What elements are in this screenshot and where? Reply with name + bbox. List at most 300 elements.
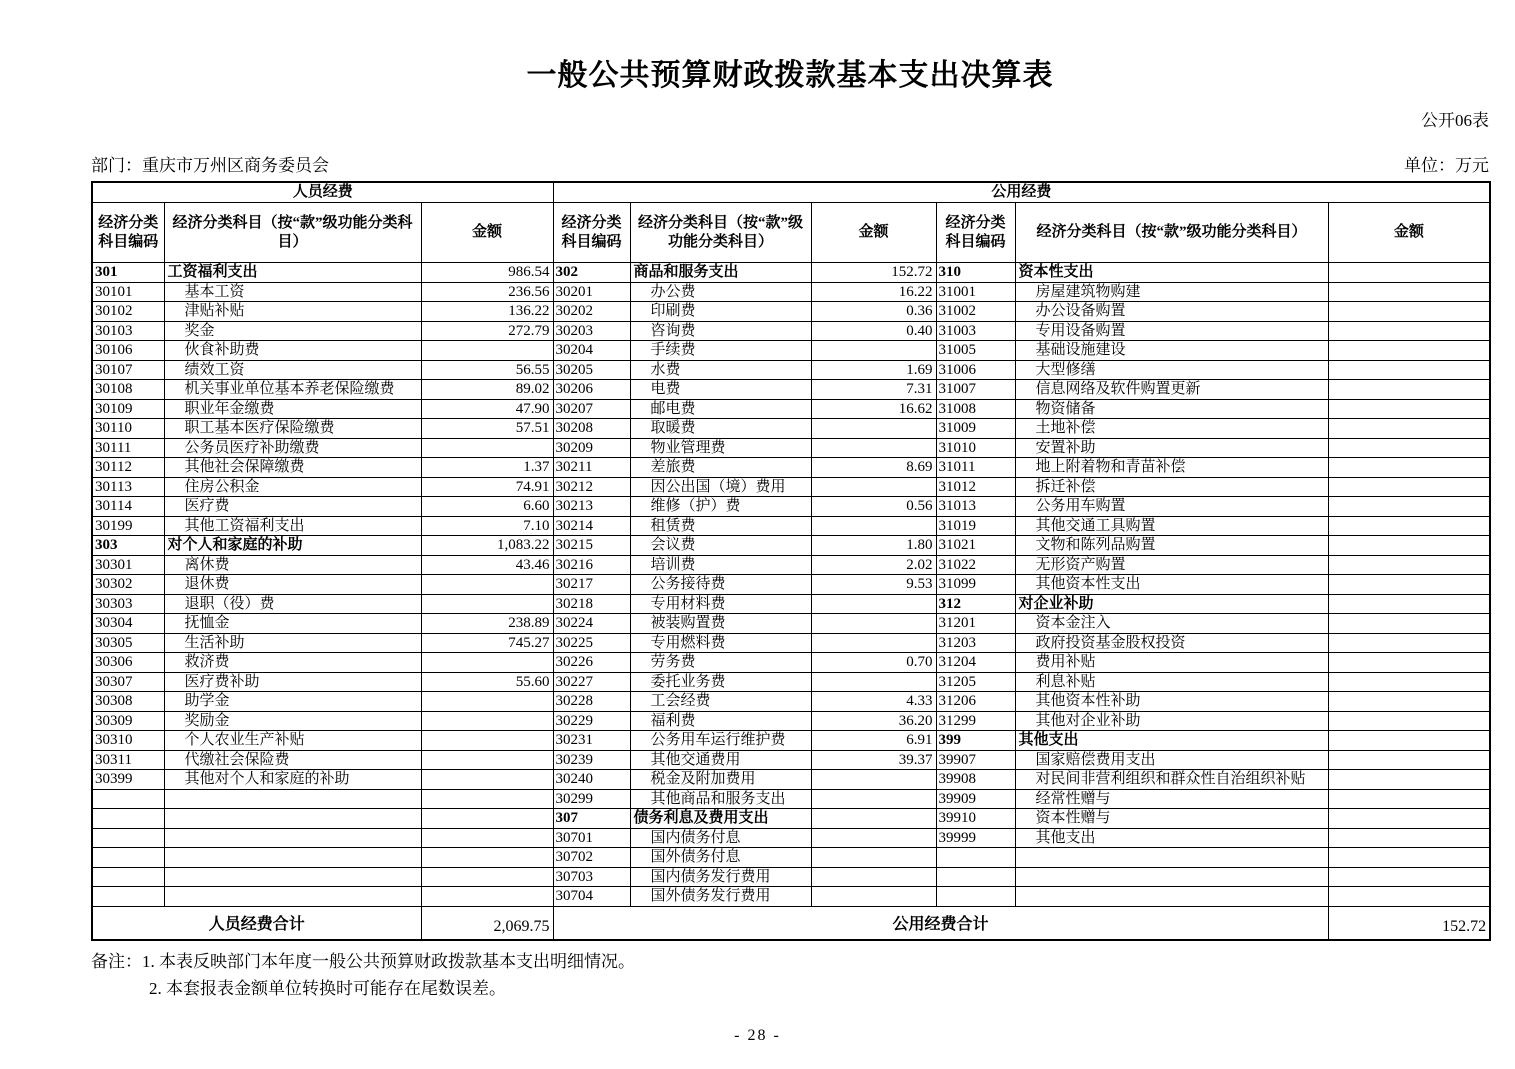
unit-label: 单位：万元 [1404,156,1489,175]
subject-cell: 经常性赠与 [1015,789,1328,809]
table-row [92,887,1490,907]
col-header-subject-3: 经济分类科目（按“款”级功能分类科目） [1015,203,1328,263]
code-cell: 30111 [92,438,164,458]
col-header-amount-3: 金额 [1328,203,1490,263]
code-cell: 31203 [936,633,1015,653]
totals-row [92,906,1490,940]
code-cell: 31013 [936,497,1015,517]
code-cell: 30201 [553,282,630,302]
amount-cell [1328,380,1490,400]
subject-cell: 劳务费 [630,653,811,673]
code-cell: 30102 [92,302,164,322]
group-header-personnel: 人员经费 [92,182,553,203]
subject-cell: 其他资本性支出 [1015,575,1328,595]
subject-cell: 地上附着物和青苗补偿 [1015,458,1328,478]
amount-cell [1328,477,1490,497]
amount-cell [811,809,936,829]
subject-cell: 土地补偿 [1015,419,1328,439]
code-cell: 30231 [553,731,630,751]
code-cell: 30207 [553,399,630,419]
code-cell: 30240 [553,770,630,790]
table-row [92,575,1490,595]
subject-cell: 其他支出 [1015,828,1328,848]
amount-cell [811,594,936,614]
amount-cell [811,633,936,653]
col-header-amount-1: 金额 [421,203,553,263]
department-label: 部门：重庆市万州区商务委员会 [91,156,329,175]
table-row [92,419,1490,439]
code-cell: 30701 [553,828,630,848]
code-cell [92,848,164,868]
code-cell: 31003 [936,321,1015,341]
code-cell: 31019 [936,516,1015,536]
code-cell: 30218 [553,594,630,614]
amount-cell [421,809,553,829]
amount-cell: 136.22 [421,302,553,322]
table-row [92,321,1490,341]
code-cell: 30214 [553,516,630,536]
amount-cell: 4.33 [811,692,936,712]
amount-cell [1328,848,1490,868]
subject-cell [164,887,421,907]
subject-cell: 工会经费 [630,692,811,712]
code-cell: 302 [553,263,630,283]
amount-cell: 0.70 [811,653,936,673]
code-cell: 30204 [553,341,630,361]
amount-cell [811,419,936,439]
subject-cell: 其他对企业补助 [1015,711,1328,731]
subject-cell: 职业年金缴费 [164,399,421,419]
col-header-code-2: 经济分类科目编码 [553,203,630,263]
amount-cell: 74.91 [421,477,553,497]
table-row [92,828,1490,848]
amount-cell [811,438,936,458]
code-cell [936,867,1015,887]
code-cell: 30228 [553,692,630,712]
subject-cell: 国外债务发行费用 [630,887,811,907]
subject-cell [164,867,421,887]
code-cell [92,887,164,907]
subject-cell: 政府投资基金股权投资 [1015,633,1328,653]
code-cell: 30113 [92,477,164,497]
amount-cell [1328,419,1490,439]
amount-cell [1328,711,1490,731]
code-cell [92,828,164,848]
table-header [92,182,1490,263]
col-header-amount-2: 金额 [811,203,936,263]
subject-cell: 办公设备购置 [1015,302,1328,322]
amount-cell [1328,672,1490,692]
code-cell: 307 [553,809,630,829]
subject-cell: 因公出国（境）费用 [630,477,811,497]
amount-cell: 55.60 [421,672,553,692]
page-title: 一般公共预算财政拨款基本支出决算表 [526,59,1054,92]
amount-cell [811,848,936,868]
table-body [92,263,1490,907]
table-row [92,711,1490,731]
subject-cell: 手续费 [630,341,811,361]
subject-cell: 职工基本医疗保险缴费 [164,419,421,439]
amount-cell: 7.31 [811,380,936,400]
amount-cell: 89.02 [421,380,553,400]
code-cell: 30217 [553,575,630,595]
amount-cell [421,653,553,673]
subject-cell: 国内债务发行费用 [630,867,811,887]
subject-cell: 退休费 [164,575,421,595]
code-cell: 31009 [936,419,1015,439]
subject-cell: 对民间非营利组织和群众性自治组织补贴 [1015,770,1328,790]
amount-cell [1328,302,1490,322]
subject-cell: 机关事业单位基本养老保险缴费 [164,380,421,400]
code-cell: 30206 [553,380,630,400]
table-row [92,555,1490,575]
code-cell: 39907 [936,750,1015,770]
amount-cell [811,867,936,887]
table-row [92,516,1490,536]
subject-cell: 拆迁补偿 [1015,477,1328,497]
subject-cell: 税金及附加费用 [630,770,811,790]
subject-cell: 公务用车购置 [1015,497,1328,517]
table-row [92,536,1490,556]
subject-cell: 其他交通工具购置 [1015,516,1328,536]
table-row [92,731,1490,751]
personnel-total-amount: 2,069.75 [421,906,553,940]
code-cell: 39908 [936,770,1015,790]
note-line-1: 备注：1. 本表反映部门本年度一般公共预算财政拨款基本支出明细情况。 [91,952,635,971]
subject-cell [164,848,421,868]
subject-cell: 救济费 [164,653,421,673]
amount-cell [811,789,936,809]
budget-table [91,181,1491,941]
amount-cell [421,867,553,887]
subject-cell: 物资储备 [1015,399,1328,419]
subject-cell: 抚恤金 [164,614,421,634]
code-cell: 30216 [553,555,630,575]
col-header-code-1: 经济分类科目编码 [92,203,164,263]
code-cell: 30199 [92,516,164,536]
subject-cell: 对个人和家庭的补助 [164,536,421,556]
subject-cell: 安置补助 [1015,438,1328,458]
code-cell: 31299 [936,711,1015,731]
subject-cell: 电费 [630,380,811,400]
amount-cell [1328,731,1490,751]
code-cell [92,789,164,809]
subject-cell: 差旅费 [630,458,811,478]
amount-cell [1328,828,1490,848]
subject-cell: 其他商品和服务支出 [630,789,811,809]
table-row [92,809,1490,829]
code-cell: 30311 [92,750,164,770]
subject-cell: 公务员医疗补助缴费 [164,438,421,458]
personnel-total-label: 人员经费合计 [92,906,421,940]
table-row [92,360,1490,380]
amount-cell [1328,614,1490,634]
amount-cell [1328,360,1490,380]
amount-cell: 152.72 [811,263,936,283]
code-cell: 30109 [92,399,164,419]
subject-cell: 会议费 [630,536,811,556]
subject-cell: 医疗费补助 [164,672,421,692]
subject-cell: 专用材料费 [630,594,811,614]
code-cell: 30110 [92,419,164,439]
subject-cell: 退职（役）费 [164,594,421,614]
amount-cell [1328,867,1490,887]
amount-cell: 47.90 [421,399,553,419]
subject-cell: 培训费 [630,555,811,575]
amount-cell: 6.91 [811,731,936,751]
subject-cell: 办公费 [630,282,811,302]
code-cell: 301 [92,263,164,283]
amount-cell [1328,750,1490,770]
amount-cell [421,789,553,809]
subject-cell: 公务接待费 [630,575,811,595]
table-row [92,302,1490,322]
code-cell: 30213 [553,497,630,517]
table-row [92,770,1490,790]
amount-cell: 0.56 [811,497,936,517]
subject-cell: 水费 [630,360,811,380]
code-cell: 31005 [936,341,1015,361]
amount-cell [1328,633,1490,653]
amount-cell [1328,438,1490,458]
amount-cell: 16.22 [811,282,936,302]
code-cell: 303 [92,536,164,556]
amount-cell: 236.56 [421,282,553,302]
table-row [92,750,1490,770]
code-cell: 30209 [553,438,630,458]
code-cell: 30211 [553,458,630,478]
subject-cell: 福利费 [630,711,811,731]
code-cell: 30106 [92,341,164,361]
subject-cell: 租赁费 [630,516,811,536]
code-cell: 30301 [92,555,164,575]
subject-cell: 费用补贴 [1015,653,1328,673]
subject-cell: 商品和服务支出 [630,263,811,283]
subject-cell: 取暖费 [630,419,811,439]
table-row [92,399,1490,419]
subject-cell [164,789,421,809]
amount-cell [1328,555,1490,575]
subject-cell: 国家赔偿费用支出 [1015,750,1328,770]
subject-cell: 被装购置费 [630,614,811,634]
code-cell: 30107 [92,360,164,380]
code-cell: 31002 [936,302,1015,322]
amount-cell [811,516,936,536]
code-cell: 30208 [553,419,630,439]
amount-cell [811,828,936,848]
subject-cell: 资本金注入 [1015,614,1328,634]
code-cell: 30305 [92,633,164,653]
amount-cell: 2.02 [811,555,936,575]
amount-cell [811,477,936,497]
amount-cell [421,887,553,907]
subject-cell: 基础设施建设 [1015,341,1328,361]
table-row [92,633,1490,653]
code-cell: 30304 [92,614,164,634]
code-cell: 30704 [553,887,630,907]
table-row [92,497,1490,517]
code-cell: 31206 [936,692,1015,712]
subject-cell: 生活补助 [164,633,421,653]
amount-cell [421,750,553,770]
amount-cell [1328,399,1490,419]
subject-cell: 工资福利支出 [164,263,421,283]
subject-cell: 专用设备购置 [1015,321,1328,341]
code-cell: 30307 [92,672,164,692]
code-cell: 30229 [553,711,630,731]
amount-cell: 1.69 [811,360,936,380]
subject-cell: 其他社会保障缴费 [164,458,421,478]
amount-cell [421,828,553,848]
amount-cell: 0.36 [811,302,936,322]
code-cell: 31099 [936,575,1015,595]
group-header-public: 公用经费 [553,182,1490,203]
code-cell: 30203 [553,321,630,341]
code-cell: 30227 [553,672,630,692]
col-header-subject-2: 经济分类科目（按“款”级功能分类科目） [630,203,811,263]
amount-cell [1328,282,1490,302]
note-line-2: 2. 本套报表金额单位转换时可能存在尾数误差。 [149,979,506,998]
table-row [92,867,1490,887]
table-row [92,594,1490,614]
subject-cell: 医疗费 [164,497,421,517]
subject-cell: 津贴补贴 [164,302,421,322]
subject-cell: 住房公积金 [164,477,421,497]
subject-cell: 咨询费 [630,321,811,341]
amount-cell: 36.20 [811,711,936,731]
page-number: - 28 - [734,1027,781,1044]
amount-cell [1328,263,1490,283]
subject-cell: 房屋建筑物购建 [1015,282,1328,302]
amount-cell [811,887,936,907]
amount-cell [1328,497,1490,517]
subject-cell: 无形资产购置 [1015,555,1328,575]
code-cell: 399 [936,731,1015,751]
amount-cell: 6.60 [421,497,553,517]
code-cell: 30702 [553,848,630,868]
amount-cell [1328,594,1490,614]
amount-cell [421,692,553,712]
code-cell: 30225 [553,633,630,653]
amount-cell: 57.51 [421,419,553,439]
code-cell [936,848,1015,868]
subject-cell: 个人农业生产补贴 [164,731,421,751]
subject-cell: 国内债务付息 [630,828,811,848]
amount-cell [421,848,553,868]
code-cell: 30108 [92,380,164,400]
amount-cell: 272.79 [421,321,553,341]
code-cell: 39910 [936,809,1015,829]
code-cell: 31007 [936,380,1015,400]
subject-cell: 文物和陈列品购置 [1015,536,1328,556]
subject-cell: 其他交通费用 [630,750,811,770]
code-cell: 30302 [92,575,164,595]
subject-cell [1015,848,1328,868]
amount-cell: 745.27 [421,633,553,653]
amount-cell [1328,458,1490,478]
code-cell: 31201 [936,614,1015,634]
amount-cell [1328,692,1490,712]
code-cell: 30399 [92,770,164,790]
code-cell [92,809,164,829]
column-header-row [92,203,1490,263]
public-total-amount: 152.72 [1328,906,1490,940]
code-cell: 312 [936,594,1015,614]
code-cell: 30239 [553,750,630,770]
amount-cell: 1.80 [811,536,936,556]
code-cell: 30205 [553,360,630,380]
amount-cell [1328,887,1490,907]
subject-cell: 资本性支出 [1015,263,1328,283]
code-cell: 30309 [92,711,164,731]
subject-cell: 其他工资福利支出 [164,516,421,536]
subject-cell [164,809,421,829]
amount-cell: 56.55 [421,360,553,380]
col-header-code-3: 经济分类科目编码 [936,203,1015,263]
code-cell: 30224 [553,614,630,634]
code-cell: 30112 [92,458,164,478]
amount-cell [811,770,936,790]
code-cell: 31006 [936,360,1015,380]
subject-cell: 其他资本性补助 [1015,692,1328,712]
subject-cell: 助学金 [164,692,421,712]
code-cell: 31204 [936,653,1015,673]
code-cell: 31011 [936,458,1015,478]
table-row [92,438,1490,458]
subject-cell: 其他支出 [1015,731,1328,751]
code-cell: 31021 [936,536,1015,556]
code-cell: 30703 [553,867,630,887]
table-row [92,692,1490,712]
code-cell: 39909 [936,789,1015,809]
meta-row [91,151,1489,176]
amount-cell [1328,653,1490,673]
code-cell [936,887,1015,907]
code-cell: 31010 [936,438,1015,458]
amount-cell [1328,809,1490,829]
table-row [92,380,1490,400]
amount-cell [421,438,553,458]
code-cell: 31205 [936,672,1015,692]
amount-cell: 8.69 [811,458,936,478]
amount-cell [421,770,553,790]
table-row [92,848,1490,868]
table-row [92,789,1490,809]
table-footer [92,906,1490,940]
code-cell: 31022 [936,555,1015,575]
subject-cell: 大型修缮 [1015,360,1328,380]
subject-cell: 国外债务付息 [630,848,811,868]
code-cell: 30215 [553,536,630,556]
subject-cell [1015,887,1328,907]
amount-cell: 7.10 [421,516,553,536]
code-cell: 31008 [936,399,1015,419]
subject-cell: 对企业补助 [1015,594,1328,614]
code-cell: 310 [936,263,1015,283]
table-row [92,263,1490,283]
amount-cell: 43.46 [421,555,553,575]
table-row [92,614,1490,634]
amount-cell: 986.54 [421,263,553,283]
table-row [92,341,1490,361]
form-tag: 公开06表 [1421,111,1489,130]
code-cell: 30299 [553,789,630,809]
table-row [92,477,1490,497]
col-header-subject-1: 经济分类科目（按“款”级功能分类科目） [164,203,421,263]
amount-cell [421,575,553,595]
notes [91,948,1489,1002]
group-header-row [92,182,1490,203]
